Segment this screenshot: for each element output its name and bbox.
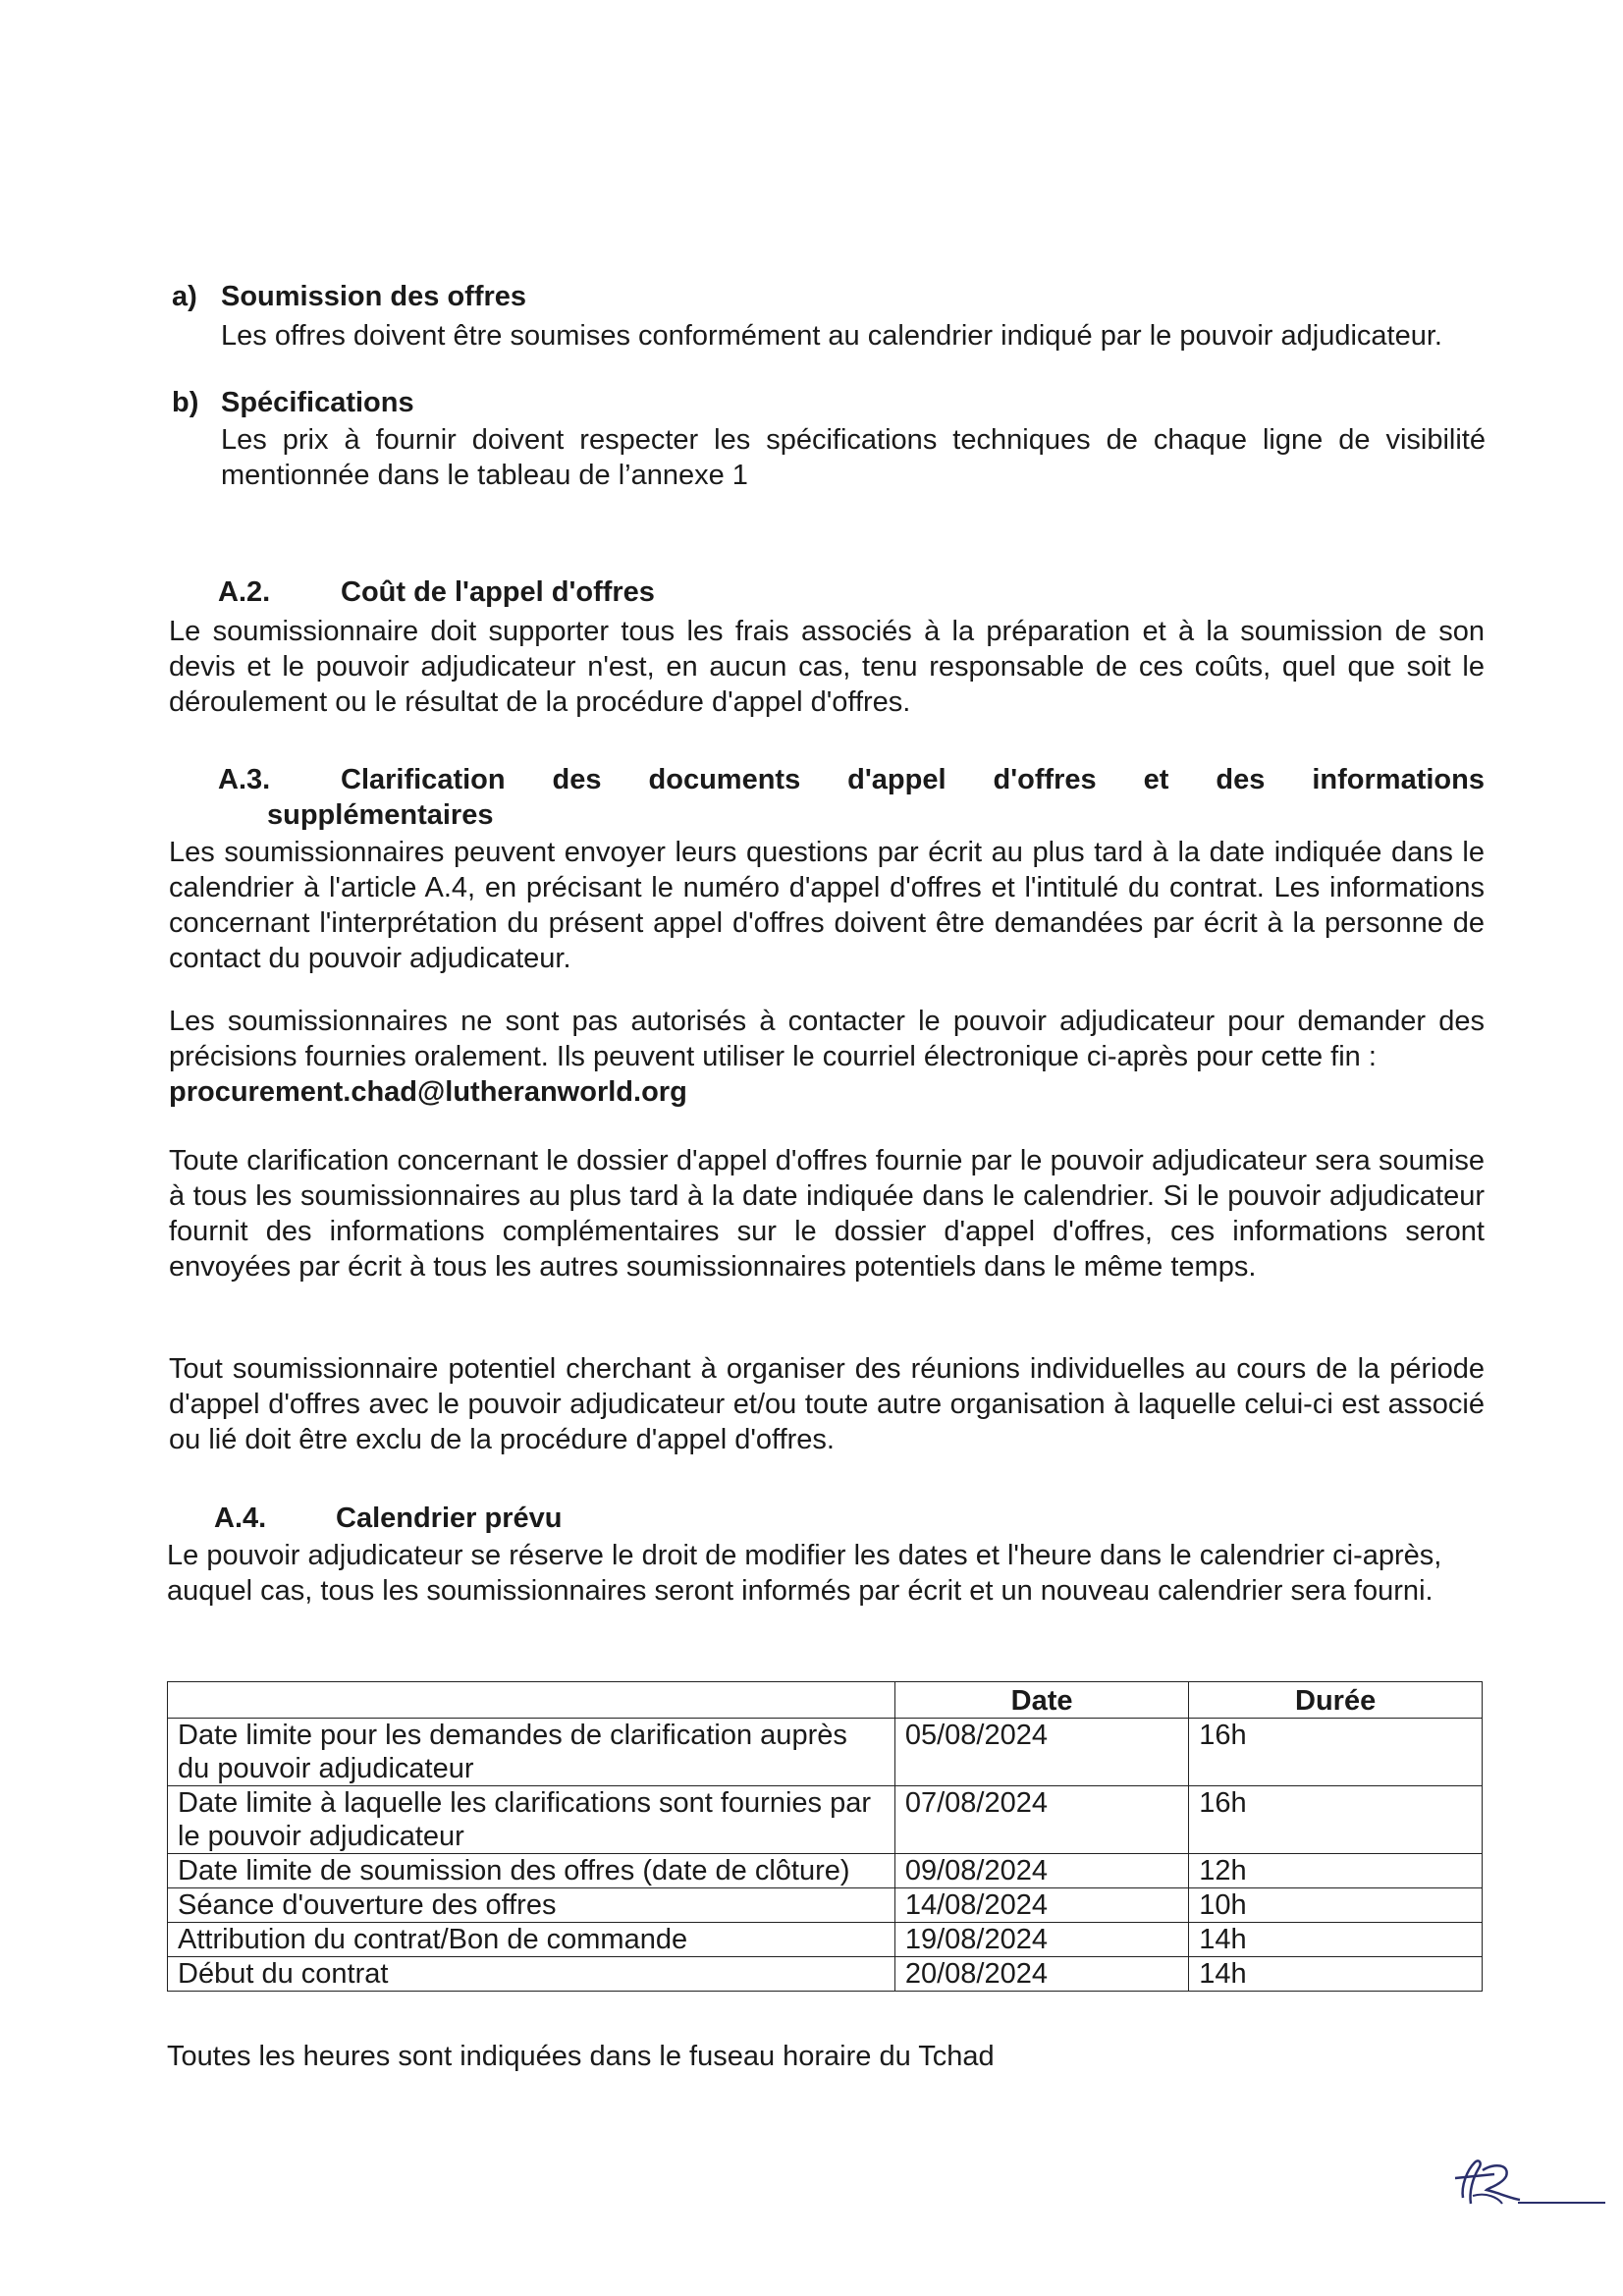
table-cell-date: 05/08/2024: [894, 1719, 1188, 1786]
table-header-row: [168, 1682, 1483, 1719]
section-a4-number: A.4.: [214, 1503, 267, 1534]
section-a3-paragraph-3: Toute clarification concernant le dossier d'appel d'offres fournie par le pouvoir adjudicateur sera soumise à tous les soumissionnaires au plus tard à la date indiquée dans le calendrier. Si le pouvoir adjudicateur fournit des informations complémentaires sur le dossier d'appel d'offres, ces informations seront envoyées par écrit à tous les autres soumissionnaires potentiels dans le même temps.: [169, 1145, 1485, 1283]
section-a3-paragraph-4: Tout soumissionnaire potentiel cherchant à organiser des réunions individuelles au cours de la période d'appel d'offres avec le pouvoir adjudicateur et/ou toute autre organisation à laquelle celui-ci est associé ou lié doit être exclu de la procédure d'appel d'offres.: [169, 1353, 1485, 1455]
table-cell-date: 07/08/2024: [894, 1786, 1188, 1854]
table-cell-event: Attribution du contrat/Bon de commande: [168, 1923, 895, 1957]
table-cell-event: Date limite de soumission des offres (date de clôture): [168, 1854, 895, 1888]
item-a-letter: a): [172, 281, 197, 312]
item-a-body: Les offres doivent être soumises conformément au calendrier indiqué par le pouvoir adjudicateur.: [221, 320, 1442, 352]
section-a3-paragraph-1: Les soumissionnaires peuvent envoyer leurs questions par écrit au plus tard à la date indiquée dans le calendrier à l'article A.4, en précisant le numéro d'appel d'offres et l'intitulé du contrat. Les informations concernant l'interprétation du présent appel d'offres doivent être demandées par écrit à la personne de contact du pouvoir adjudicateur.: [169, 837, 1485, 974]
section-a2-number: A.2.: [218, 576, 271, 608]
table-cell-time: 16h: [1189, 1719, 1483, 1786]
table-cell-date: 20/08/2024: [894, 1957, 1188, 1992]
table-header-cell: Durée: [1189, 1682, 1483, 1719]
table-header-cell: Date: [894, 1682, 1188, 1719]
section-a3-title-cont: supplémentaires: [267, 799, 494, 831]
table-row: [168, 1888, 1483, 1923]
section-a3-title: Clarification des documents d'appel d'offres et des informations: [341, 764, 1485, 795]
table-cell-event: Début du contrat: [168, 1957, 895, 1992]
table-cell-time: 12h: [1189, 1854, 1483, 1888]
section-a4-body: Le pouvoir adjudicateur se réserve le droit de modifier les dates et l'heure dans le calendrier ci-après, auquel cas, tous les soumissionnaires seront informés par écrit et un nouveau calendrier sera fourni.: [167, 1540, 1442, 1607]
contact-email[interactable]: procurement.chad@lutheranworld.org: [169, 1076, 687, 1108]
section-a4-title: Calendrier prévu: [336, 1503, 563, 1534]
section-a3-number: A.3.: [218, 764, 271, 795]
table-cell-event: Séance d'ouverture des offres: [168, 1888, 895, 1923]
item-b-body: Les prix à fournir doivent respecter les spécifications techniques de chaque ligne de visibilité mentionnée dans le tableau de l’annexe 1: [221, 424, 1486, 491]
table-row: [168, 1786, 1483, 1854]
table-note: Toutes les heures sont indiquées dans le fuseau horaire du Tchad: [167, 2041, 995, 2072]
table-cell-event: Date limite pour les demandes de clarification auprès du pouvoir adjudicateur: [168, 1719, 895, 1786]
table-row: [168, 1854, 1483, 1888]
item-a-title: Soumission des offres: [221, 281, 527, 312]
section-a2-body: Le soumissionnaire doit supporter tous les frais associés à la préparation et à la soumission de son devis et le pouvoir adjudicateur n'est, en aucun cas, tenu responsable de ces coûts, quel que soit le déroulement ou le résultat de la procédure d'appel d'offres.: [169, 616, 1485, 718]
table-cell-time: 10h: [1189, 1888, 1483, 1923]
item-b-letter: b): [172, 387, 199, 418]
section-a2-title: Coût de l'appel d'offres: [341, 576, 655, 608]
table-row: [168, 1923, 1483, 1957]
table-row: [168, 1719, 1483, 1786]
section-a3-paragraph-2: [169, 1004, 1485, 1110]
table-cell-time: 14h: [1189, 1957, 1483, 1992]
table-cell-date: 14/08/2024: [894, 1888, 1188, 1923]
table-cell-event: Date limite à laquelle les clarifications sont fournies par le pouvoir adjudicateur: [168, 1786, 895, 1854]
table-header-cell: [168, 1682, 895, 1719]
section-a3-paragraph-2-text: Les soumissionnaires ne sont pas autorisés à contacter le pouvoir adjudicateur pour demander des précisions fournies oralement. Ils peuvent utiliser le courriel électronique ci-après pour cette fin :: [169, 1006, 1485, 1072]
schedule-table: [167, 1681, 1483, 1992]
table-cell-time: 14h: [1189, 1923, 1483, 1957]
item-b-title: Spécifications: [221, 387, 414, 418]
table-cell-date: 09/08/2024: [894, 1854, 1188, 1888]
signature-initials: [1434, 2149, 1610, 2217]
table-row: [168, 1957, 1483, 1992]
table-cell-date: 19/08/2024: [894, 1923, 1188, 1957]
table-cell-time: 16h: [1189, 1786, 1483, 1854]
